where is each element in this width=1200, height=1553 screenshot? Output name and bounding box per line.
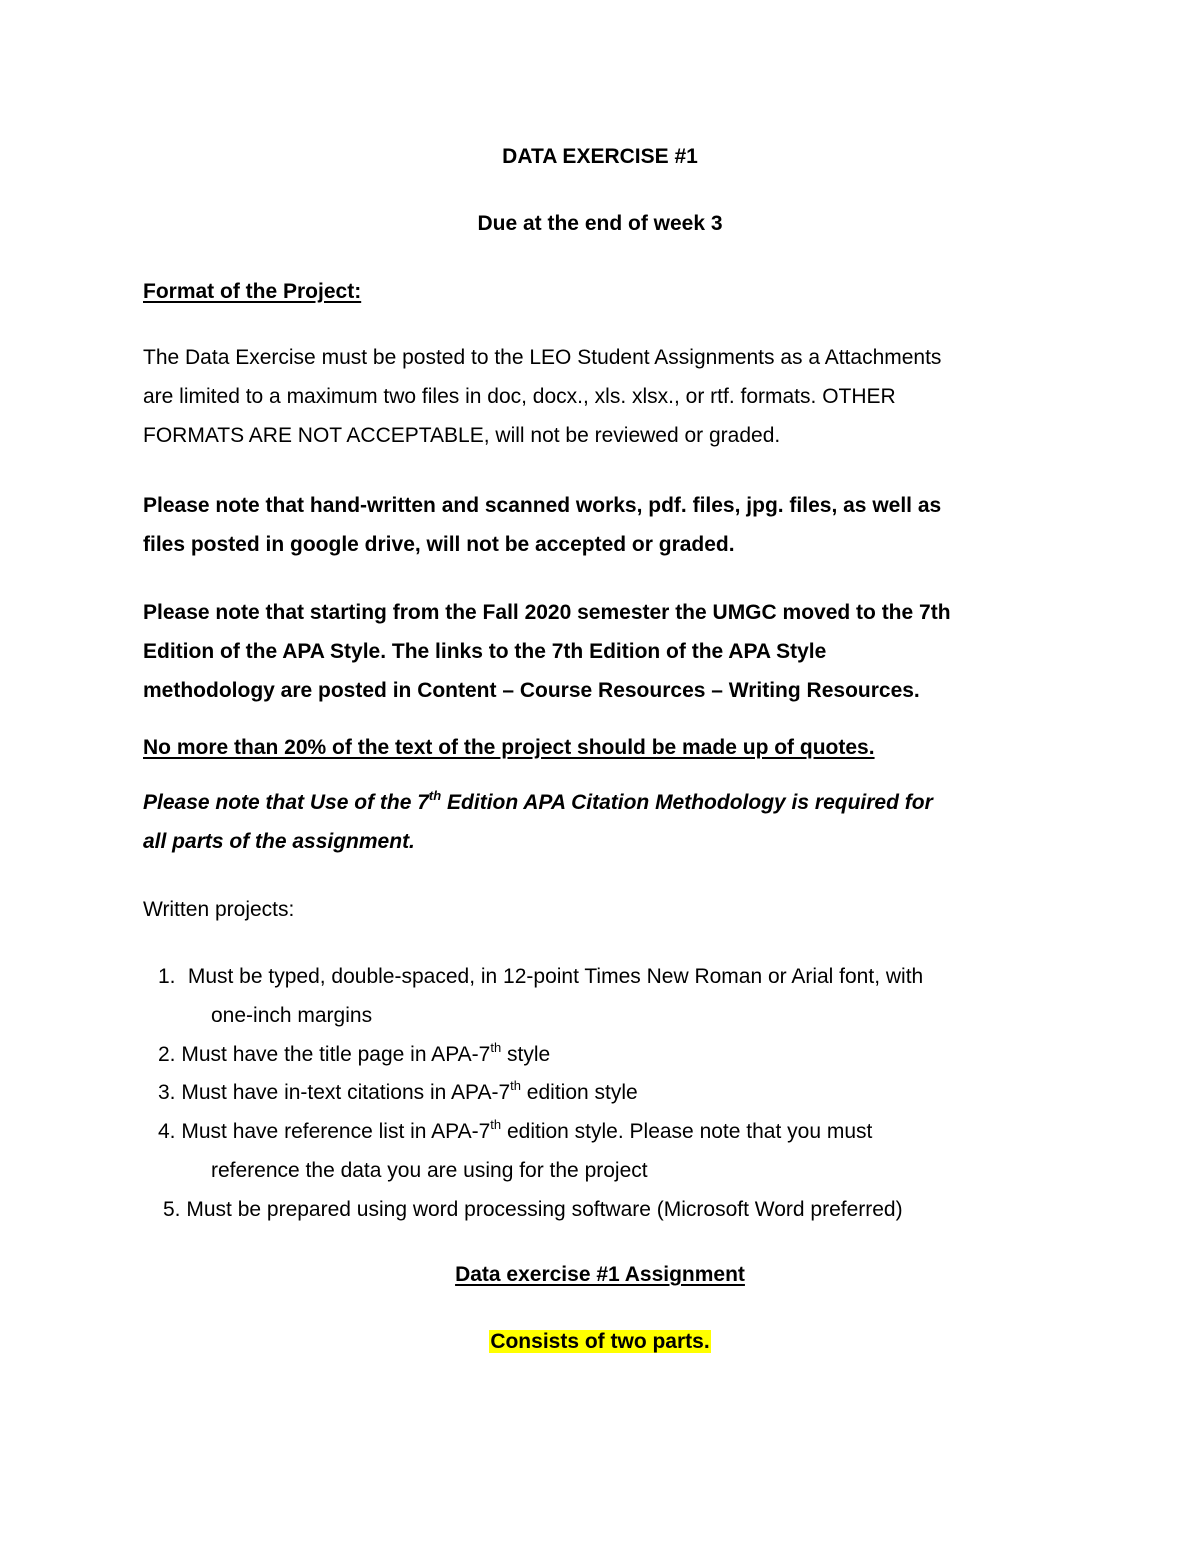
requirement-2-superscript: th bbox=[490, 1040, 502, 1055]
apa-note-line-1 bbox=[143, 790, 1063, 816]
requirement-1-text: Must be typed, double-spaced, in 12-point Times New Roman or Arial font, with bbox=[187, 965, 924, 988]
requirement-4-superscript: th bbox=[490, 1117, 502, 1132]
requirement-1: 1. Must be typed, double-spaced, in 12-point Times New Roman or Arial font, with bbox=[158, 965, 924, 988]
assignment-parts-text: Consists of two parts. bbox=[490, 1330, 710, 1353]
requirement-5-number: 5. bbox=[163, 1198, 181, 1221]
requirement-4-number: 4. bbox=[158, 1120, 176, 1143]
requirement-1-continued: one-inch margins bbox=[211, 1004, 373, 1027]
note-2-line-3: methodology are posted in Content – Course Resources – Writing Resources. bbox=[143, 679, 920, 702]
due-date: Due at the end of week 3 bbox=[477, 212, 723, 235]
assignment-parts bbox=[0, 1329, 1200, 1355]
format-heading bbox=[143, 279, 1063, 305]
apa-note-superscript: th bbox=[428, 788, 442, 803]
note-2-line-1: Please note that starting from the Fall 2020 semester the UMGC moved to the 7th bbox=[143, 601, 951, 624]
apa-note-line-2: all parts of the assignment. bbox=[143, 830, 415, 853]
assignment-heading bbox=[0, 1262, 1200, 1288]
requirement-4 bbox=[158, 1119, 1078, 1145]
requirement-4-text-after: edition style. Please note that you must bbox=[501, 1120, 873, 1143]
apa-note-text-after: Edition APA Citation Methodology is required for bbox=[441, 791, 933, 814]
quotes-rule-text: No more than 20% of the text of the project should be made up of quotes. bbox=[143, 736, 875, 759]
note-1-line-2: files posted in google drive, will not be accepted or graded. bbox=[143, 533, 735, 556]
quotes-rule bbox=[143, 735, 1063, 761]
apa-note-text-before: Please note that Use of the 7 bbox=[143, 791, 429, 814]
format-heading-text: Format of the Project: bbox=[143, 280, 362, 303]
written-projects-label: Written projects: bbox=[143, 898, 295, 921]
requirement-3-text-before: Must have in-text citations in APA-7 bbox=[181, 1081, 511, 1104]
requirement-4-continued: reference the data you are using for the project bbox=[211, 1159, 648, 1182]
requirement-3 bbox=[158, 1080, 1078, 1106]
format-paragraph-line-1: The Data Exercise must be posted to the LEO Student Assignments as a Attachments bbox=[143, 346, 942, 369]
format-paragraph-line-2: are limited to a maximum two files in doc, docx., xls. xlsx., or rtf. formats. OTHER bbox=[143, 385, 896, 408]
requirement-2-text-before: Must have the title page in APA-7 bbox=[181, 1043, 491, 1066]
requirement-4-text-before: Must have reference list in APA-7 bbox=[181, 1120, 491, 1143]
requirement-2-number: 2. bbox=[158, 1043, 176, 1066]
requirement-5 bbox=[163, 1197, 1083, 1223]
note-2-line-2: Edition of the APA Style. The links to the 7th Edition of the APA Style bbox=[143, 640, 827, 663]
requirement-3-number: 3. bbox=[158, 1081, 176, 1104]
requirement-3-text-after: edition style bbox=[520, 1081, 638, 1104]
format-paragraph-line-3: FORMATS ARE NOT ACCEPTABLE, will not be reviewed or graded. bbox=[143, 424, 781, 447]
document-title: DATA EXERCISE #1 bbox=[502, 145, 698, 168]
requirement-2 bbox=[158, 1042, 1078, 1068]
note-1-line-1: Please note that hand-written and scanned works, pdf. files, jpg. files, as well as bbox=[143, 494, 942, 517]
assignment-heading-text: Data exercise #1 Assignment bbox=[455, 1263, 745, 1286]
requirement-2-text-after: style bbox=[501, 1043, 551, 1066]
requirement-5-text: Must be prepared using word processing software (Microsoft Word preferred) bbox=[186, 1198, 903, 1221]
requirement-3-superscript: th bbox=[510, 1078, 521, 1093]
